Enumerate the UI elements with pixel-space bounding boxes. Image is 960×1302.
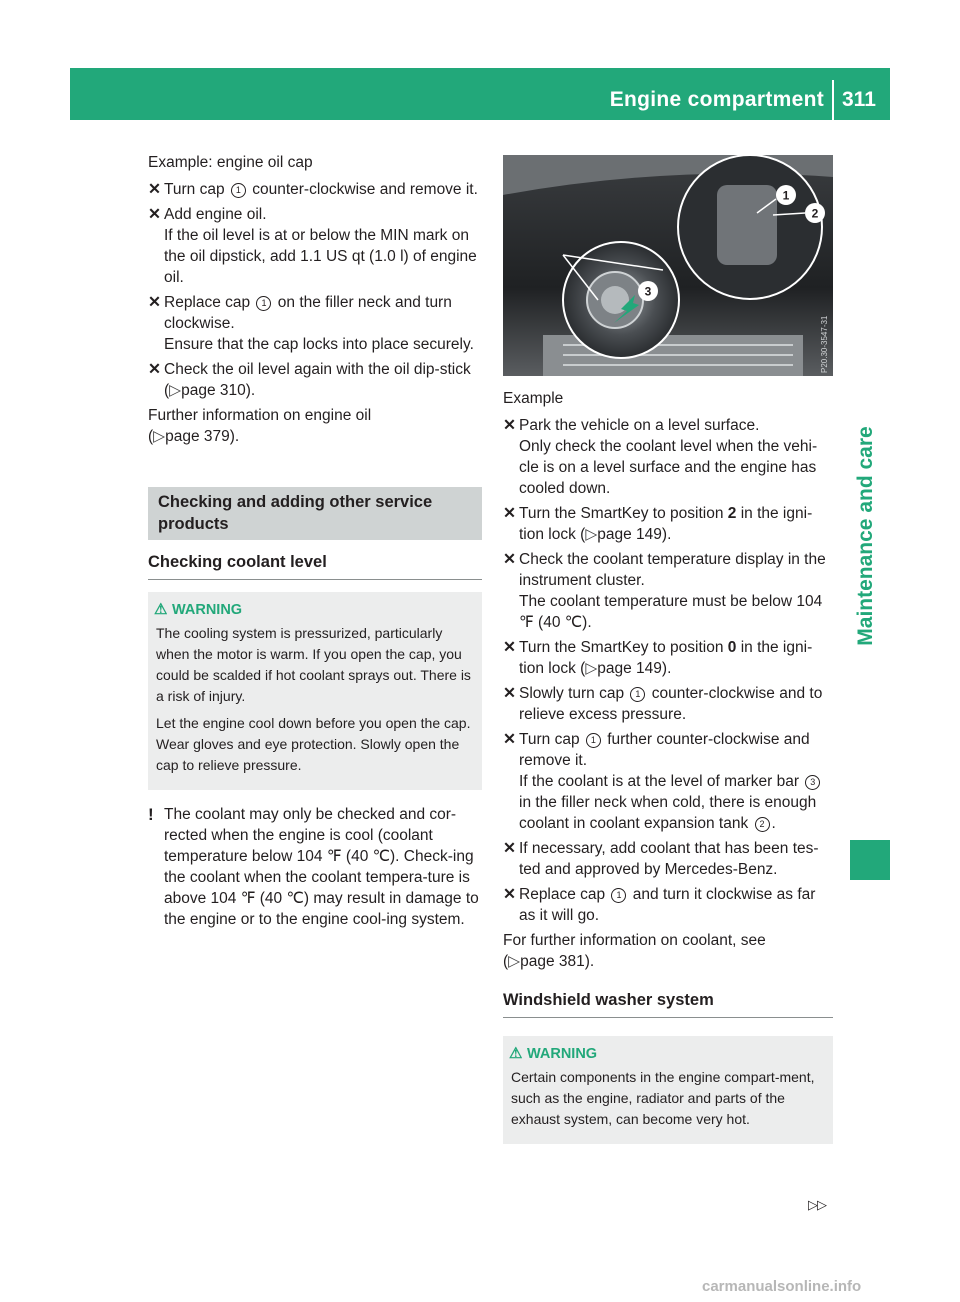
step-arrow-icon: ✕ [503,505,516,522]
step-item: ✕ If necessary, add coolant that has been tes-ted and approved by Mercedes-Benz. [503,840,819,878]
step-arrow-icon: ✕ [503,840,516,857]
warning-text: Certain components in the engine compart-ment, such as the engine, radiator and parts of the exhaust system, can become very hot. [511,1069,815,1127]
step-item: ✕ Turn cap 1 further counter-clockwise and remove it. If the coolant is at the level of marker bar 3 in the filler neck when cold, there is enough coolant in coolant expansion tank 2 . [503,729,833,834]
page-ref-arrow-icon: ▷ [508,953,521,970]
step-arrow-icon: ✕ [503,551,516,568]
warning-box [503,1036,833,1144]
warning-box [148,592,482,790]
warning-title: ⚠ WARNING [154,601,243,618]
watermark: carmanualsonline.info [702,1278,862,1295]
callout-marker: 1 [611,888,626,903]
step-arrow-icon: ✕ [148,206,161,223]
step-item: ✕ Replace cap 1 and turn it clockwise as far as it will go. [503,886,816,924]
step-arrow-icon: ✕ [503,685,516,702]
step-item: ✕ Park the vehicle on a level surface. Only check the coolant level when the vehi-cle is on a level surface and the engine has cooled down. [503,417,818,497]
page-ref-arrow-icon: ▷ [585,526,598,543]
right-column [503,388,833,1158]
callout-marker: 2 [755,817,770,832]
step-item: ✕ Check the oil level again with the oil dip-stick (▷page 310). [148,361,471,399]
warning-text: Let the engine cool down before you open the cap. Wear gloves and eye protection. Slowly open the cap to relieve pressure. [156,715,471,773]
callout-marker: 3 [805,775,820,790]
side-tab-block [850,840,890,880]
sub-heading: Windshield washer system [503,990,833,1018]
step-arrow-icon: ✕ [148,361,161,378]
warning-triangle-icon: ⚠ [509,1045,523,1062]
page-ref-link[interactable]: page 381 [520,953,585,970]
warning-title: ⚠ WARNING [509,1045,598,1062]
step-item: ✕ Turn the SmartKey to position 2 in the igni-tion lock (▷page 149). [503,505,813,543]
page-ref-arrow-icon: ▷ [153,428,166,445]
figure-caption: Example [503,390,564,407]
callout-marker: 1 [630,687,645,702]
step-arrow-icon: ✕ [148,181,161,198]
warning-triangle-icon: ⚠ [154,601,168,618]
callout-marker: 1 [586,733,601,748]
page-title: Engine compartment [609,88,824,111]
page-ref-arrow-icon: ▷ [169,382,182,399]
further-info: For further information on coolant, see (▷page 381). [503,932,766,970]
step-item: ✕ Check the coolant temperature display in the instrument cluster. The coolant temperature must be below 104 ℉ (40 ℃). [503,551,826,631]
callout-marker: 1 [231,183,246,198]
continue-arrows-icon: ▷▷ [808,1197,826,1212]
page-ref-arrow-icon: ▷ [585,660,598,677]
step-item: ✕ Turn cap 1 counter-clockwise and remove it. [148,181,478,198]
page-ref-link[interactable]: page 149 [597,660,662,677]
figure-callout-1-label: 1 [782,188,790,203]
page-ref-link[interactable]: page 149 [597,526,662,543]
page-number: 311 [842,88,876,111]
step-item: ✕ Slowly turn cap 1 counter-clockwise and to relieve excess pressure. [503,685,823,723]
step-item: ✕ Add engine oil. If the oil level is at or below the MIN mark on the oil dipstick, add 1.1 US qt (1.0 l) of engine oil. [148,206,477,286]
exclamation-icon: ! [148,805,154,824]
sub-heading: Checking coolant level [148,552,482,580]
side-tab-label: Maintenance and care [854,426,877,646]
step-arrow-icon: ✕ [503,886,516,903]
step-arrow-icon: ✕ [503,731,516,748]
page-ref-link[interactable]: page 379 [165,428,230,445]
section-heading: Checking and adding other service products [148,487,482,540]
step-item: ✕ Replace cap 1 on the filler neck and turn clockwise. Ensure that the cap locks into place securely. [148,294,474,353]
figure-code: P20.30-3547-31 [820,315,829,373]
figure-callout-2-label: 2 [811,206,819,221]
step-arrow-icon: ✕ [148,294,161,311]
engine-photo [503,155,833,376]
step-arrow-icon: ✕ [503,417,516,434]
warning-text: The cooling system is pressurized, particularly when the motor is warm. If you open the cap, you could be scalded if hot coolant sprays out. There is a risk of injury. [156,625,471,704]
header-divider [832,80,834,120]
intro-text: Example: engine oil cap [148,154,313,171]
page-ref-link[interactable]: page 310 [181,382,246,399]
step-item: ✕ Turn the SmartKey to position 0 in the igni-tion lock (▷page 149). [503,639,813,677]
step-arrow-icon: ✕ [503,639,516,656]
left-column [148,152,482,930]
notice: ! The coolant may only be checked and cor-rected when the engine is cool (coolant temperature below 104 ℉ (40 ℃). Check-ing the coolant when the coolant tempera-ture is above 104 ℉ (40 ℃) may result in damage to the engine or to the engine cool-ing system. [148,805,479,928]
callout-marker: 1 [256,296,271,311]
further-info: Further information on engine oil (▷page 379). [148,407,372,445]
figure-callout-3-label: 3 [644,284,652,299]
